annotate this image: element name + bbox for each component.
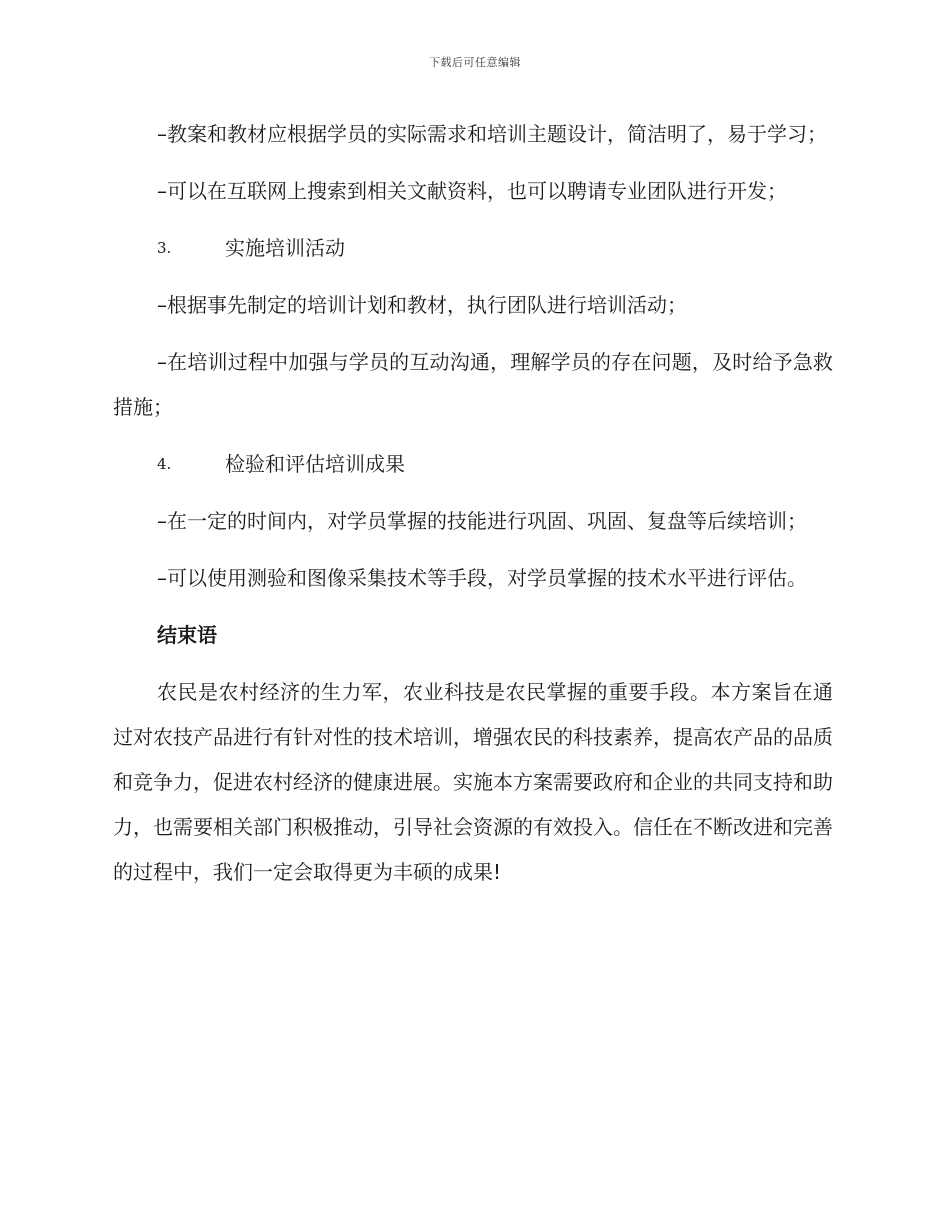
section-label: 检验和评估培训成果 xyxy=(225,452,405,476)
paragraph-teaching-materials: –教案和教材应根据学员的实际需求和培训主题设计，简洁明了，易于学习； xyxy=(157,122,827,146)
section-item-3 xyxy=(113,226,833,271)
page-header: 下载后可任意编辑 xyxy=(429,56,521,69)
conclusion-heading: 结束语 xyxy=(157,623,217,647)
paragraph-interaction: –在培训过程中加强与学员的互动沟通，理解学员的存在问题，及时给予急救措施； xyxy=(113,350,833,419)
paragraph-follow-up-training: –在一定的时间内，对学员掌握的技能进行巩固、巩固、复盘等后续培训； xyxy=(157,509,807,533)
section-label: 实施培训活动 xyxy=(225,236,345,260)
paragraph-literature-search: –可以在互联网上搜索到相关文献资料，也可以聘请专业团队进行开发； xyxy=(157,179,787,203)
paragraph-assessment: –可以使用测验和图像采集技术等手段，对学员掌握的技术水平进行评估。 xyxy=(157,566,807,590)
section-number: 3. xyxy=(157,239,172,257)
paragraph-execute-training: –根据事先制定的培训计划和教材，执行团队进行培训活动； xyxy=(157,293,687,317)
section-number: 4. xyxy=(157,455,172,473)
section-item-4 xyxy=(113,442,833,487)
document-body xyxy=(113,112,833,895)
conclusion-paragraph: 农民是农村经济的生力军，农业科技是农民掌握的重要手段。本方案旨在通过对农技产品进行有针对性的技术培训，增强农民的科技素养，提高农产品的品质和竞争力，促进农村经济的健康进展。实施本方案需要政府和企业的共同支持和助力，也需要相关部门积极推动，引导社会资源的有效投入。信任在不断改进和完善的过程中，我们一定会取得更为丰硕的成果! xyxy=(113,680,833,884)
